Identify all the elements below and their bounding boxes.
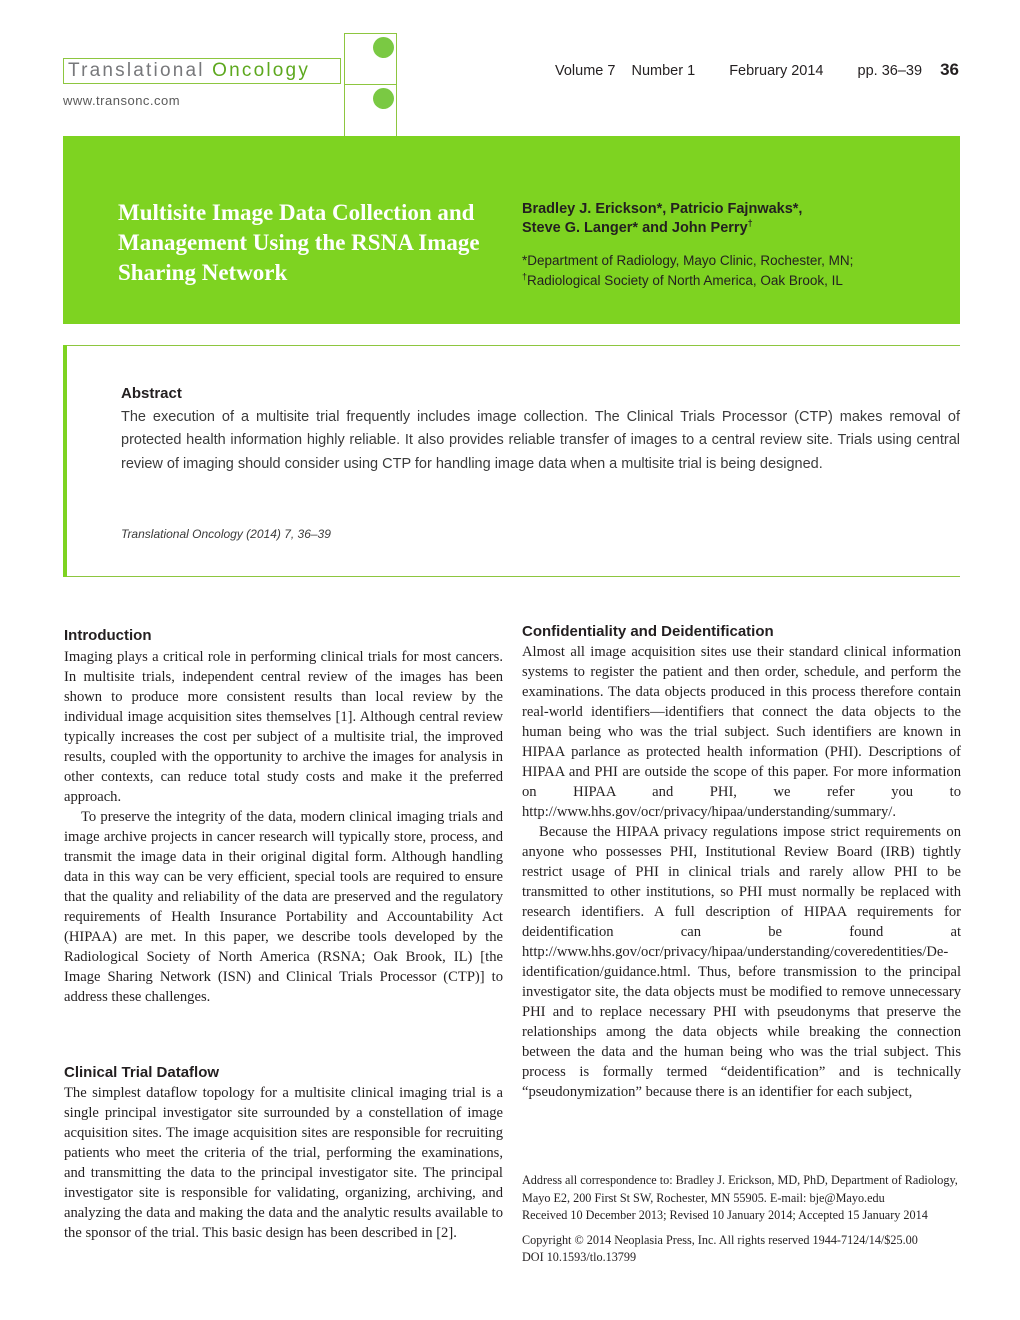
journal-name-part2: Oncology (212, 60, 311, 81)
introduction-paragraph-1: Imaging plays a critical role in performing clinical trials for most cancers. In multisite trials, independent central review of the images has been shown to produce more consistent results than local review by the individual image acquisition sites themselves [1]. Although central review typically increases the cost per subject of a multisite trial, the improved results, coupled with the opportunity to archive the images for analysis in other contexts, can reduce total study costs and make it the preferred approach. (64, 649, 503, 805)
abstract-accent-bar (63, 345, 67, 577)
article-title: Multisite Image Data Collection and Management Using the RSNA Image Sharing Network (118, 200, 480, 285)
affiliation-1: *Department of Radiology, Mayo Clinic, Rochester, MN; (522, 253, 854, 268)
issue-info (543, 60, 959, 80)
copyright: Copyright © 2014 Neoplasia Press, Inc. All rights reserved 1944-7124/14/$25.00 (522, 1232, 918, 1247)
abstract-citation: Translational Oncology (2014) 7, 36–39 (121, 527, 331, 541)
confidentiality-body (522, 642, 961, 1102)
dataflow-paragraph-1: The simplest dataflow topology for a multisite clinical imaging trial is a single principal investigator site surrounded by a constellation of image acquisition sites. The image acquisition sites are responsible for recruiting patients who meet the criteria of the trial, performing the examinations, and transmitting the data to the principal investigator site. The principal investigator site is responsible for validating, organizing, archiving, and analyzing the data and making the data and the analytic results available to the sponsor of the trial. This basic design has been described in [2]. (64, 1085, 503, 1241)
introduction-heading: Introduction (64, 627, 152, 644)
authors-line-1: Bradley J. Erickson*, Patricio Fajnwaks*, (522, 201, 803, 217)
affiliations (522, 251, 942, 291)
page-range: pp. 36–39 (857, 63, 923, 79)
author-footnote-mark: † (747, 218, 753, 229)
dataflow-heading: Clinical Trial Dataflow (64, 1064, 220, 1081)
introduction-paragraph-2: To preserve the integrity of the data, modern clinical imaging trials and image archive projects in cancer research will typically store, process, and transmit the image data in their original digital form. Although handling data in this way can be very efficient, special tools are required to ensure that the quality and reliability of the data are preserved and the regulatory requirements of Health Insurance Portability and Accountability Act (HIPAA) are met. In this paper, we describe tools developed by the Radiological Society of North America (RSNA; Oak Brook, IL) [the Image Sharing Network (ISN) and Clinical Trials Processor (CTP)] to address these challenges. (64, 809, 503, 1005)
doi[interactable]: DOI 10.1593/tlo.13799 (522, 1250, 637, 1264)
correspondence-address: Address all correspondence to: Bradley J. Erickson, MD, PhD, Department of Radiology, Mayo E2, 200 First St SW, Rochester, MN 55905. E-mail: bje@Mayo.edu (522, 1173, 958, 1205)
abstract-bottom-rule (67, 576, 960, 577)
article-footnote (522, 1172, 961, 1267)
dataflow-body (64, 1083, 503, 1243)
confidentiality-paragraph-2: Because the HIPAA privacy regulations impose strict requirements on anyone who possesses PHI, Institutional Review Board (IRB) tightly restrict usage of PHI in clinical trials and rarely allow PHI to be transmitted to other institutions, so PHI must normally be replaced with research identifiers. A full description of HIPAA requirements for deidentification can be found at http://www.hhs.gov/ocr/privacy/hipaa/understanding/coveredentities/De-identification/guidance.html. Thus, before transmission to the principal investigator site, the data objects must be modified to remove unnecessary PHI and to replace necessary PHI with pseudonyms that preserve the relationships among the data objects while breaking the connection between the data and the human being who was the trial subject. This process is formally termed “deidentification” and is technically “pseudonymization” because there is an identifier for each subject, (522, 824, 961, 1100)
volume: Volume 7 (554, 63, 616, 79)
page-number: 36 (940, 60, 959, 79)
introduction-body (64, 647, 503, 1007)
logo-dot-icon (373, 88, 394, 109)
abstract-top-rule (67, 345, 960, 346)
affiliation-mark: † (522, 271, 528, 282)
received-dates: Received 10 December 2013; Revised 10 January 2014; Accepted 15 January 2014 (522, 1208, 928, 1222)
issue-date: February 2014 (729, 63, 824, 79)
confidentiality-paragraph-1: Almost all image acquisition sites use their standard clinical information systems to register the patient and then order, schedule, and perform the examinations. The data objects produced in this process therefore contain real-world identifiers—identifiers that connect the data objects to the human being who was the trial subject. Such identifiers are known in HIPAA parlance as protected health information (PHI). Descriptions of HIPAA and PHI are outside the scope of this paper. For more information on HIPAA and PHI, we refer you to http://www.hhs.gov/ocr/privacy/hipaa/understanding/summary/. (522, 644, 961, 820)
confidentiality-heading: Confidentiality and Deidentification (522, 623, 774, 640)
logo-dot-icon (373, 37, 394, 58)
abstract-text: The execution of a multisite trial frequently includes image collection. The Clinical Trials Processor (CTP) makes removal of protected health information highly reliable. It also provides reliable transfer of images to a central review site. Trials using central review of imaging should consider using CTP for handling image data when a multisite trial is being designed. (121, 409, 960, 472)
journal-logo (68, 60, 310, 82)
affiliation-2: Radiological Society of North America, Oak Brook, IL (527, 273, 843, 288)
issue-number: Number 1 (631, 63, 696, 79)
journal-name-part1: Translational (68, 60, 205, 81)
authors-line-2: Steve G. Langer* and John Perry (522, 220, 748, 236)
author-list (522, 200, 942, 238)
abstract-heading: Abstract (121, 385, 182, 402)
journal-url[interactable]: www.transonc.com (63, 93, 181, 108)
